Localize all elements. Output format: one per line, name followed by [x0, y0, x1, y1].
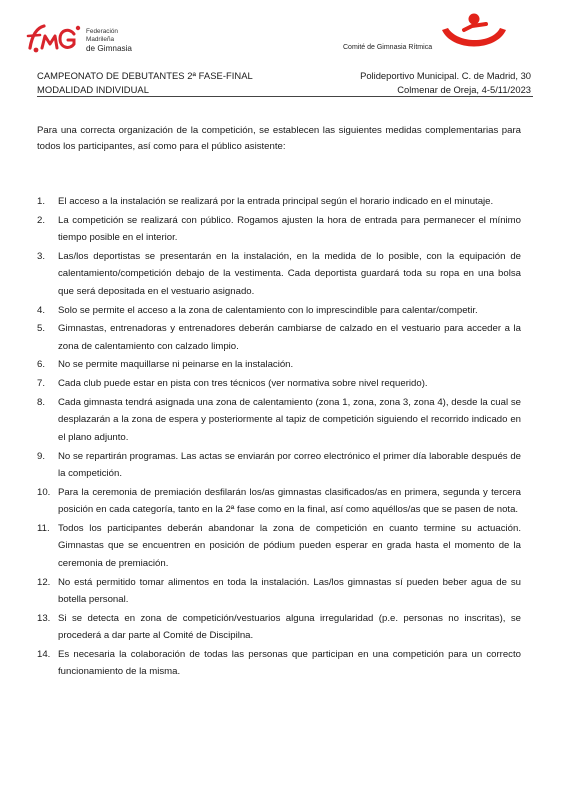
intro-paragraph: Para una correcta organización de la competición, se establecen las siguientes medidas complementarias para todos los participantes, así como para el público asistente: [37, 125, 521, 152]
federation-name-line1: Federación Madrileña [86, 28, 118, 43]
rule-number: 7. [37, 378, 46, 390]
federation-logo [26, 22, 146, 58]
rule-text: No se repartirán programas. Las actas se enviarán por correo electrónico el primer día laborable después de la competición. [58, 450, 521, 479]
rule-number: 14. [37, 648, 51, 660]
rule-text: Cada club puede estar en pista con tres técnicos (ver normativa sobre nivel requerido). [58, 378, 428, 390]
rule-text: Las/los deportistas se presentarán en la instalación, en la medida de lo posible, con la equipación de calentamiento/competición debajo de la vestimenta. Cada deportista guardará toda su ropa en una bolsa que será depositada en el vestuario asignado. [58, 250, 521, 297]
rule-text: La competición se realizará con público. Rogamos ajusten la hora de entrada para permanecer el mínimo tiempo posible en el interior. [58, 214, 521, 244]
venue-address: Polideportivo Municipal. C. de Madrid, 30 [360, 70, 531, 81]
rule-item [37, 484, 521, 519]
rule-text: No se permite maquillarse ni peinarse en la instalación. [58, 359, 294, 371]
rule-text: Es necesaria la colaboración de todas las personas que participan en una competición para un correcto funcionamiento de la misma. [58, 648, 521, 678]
committee-label: Comité de Gimnasia Rítmica [343, 44, 433, 51]
rule-item [37, 448, 521, 483]
rule-text: Si se detecta en zona de competición/vestuarios alguna irregularidad (p.e. personas no inscritas), se procederá a dar parte al Comité de Discipilna. [58, 612, 521, 642]
rule-item [37, 520, 521, 573]
rule-number: 10. [37, 486, 51, 498]
rule-text: Para la ceremonia de premiación desfilarán los/as gimnastas clasificados/as en primera, segunda y tercera posición en cada categoría, tanto en la 2ª fase como en la final, así como aquéllos/as que se pasen de nota. [58, 486, 521, 516]
rule-number: 3. [37, 250, 46, 262]
rule-item [37, 193, 521, 211]
federation-name-line2: de Gimnasia [86, 44, 132, 53]
rule-item [37, 302, 521, 320]
rule-item [37, 375, 521, 393]
event-title: CAMPEONATO DE DEBUTANTES 2ª FASE-FINAL [37, 70, 253, 81]
rule-text: Gimnastas, entrenadoras y entrenadores deberán cambiarse de calzado en el vestuario para acceder a la zona de calentamiento con calzado limpio. [58, 323, 521, 352]
fmg-logo-icon [26, 22, 82, 54]
event-modality: MODALIDAD INDIVIDUAL [37, 84, 149, 95]
event-info [37, 69, 253, 97]
rule-number: 5. [37, 323, 46, 335]
rule-number: 11. [37, 522, 50, 534]
rule-text: Solo se permite el acceso a la zona de calentamiento con lo imprescindible para calentar/competir. [58, 304, 478, 316]
rule-number: 6. [37, 359, 46, 371]
header-divider [37, 96, 533, 97]
gymnast-ribbon-logo-icon [438, 12, 510, 54]
rule-number: 13. [37, 612, 51, 624]
rule-text: No está permitido tomar alimentos en toda la instalación. Las/los gimnastas sí pueden beber agua de su botella personal. [58, 576, 521, 606]
rule-item [37, 610, 521, 645]
rule-item [37, 320, 521, 355]
rule-text: El acceso a la instalación se realizará por la entrada principal según el horario indicado en el minutaje. [58, 196, 494, 207]
rule-number: 2. [37, 214, 46, 226]
rule-item [37, 356, 521, 374]
rule-number: 1. [37, 196, 46, 207]
rule-number: 9. [37, 450, 46, 462]
venue-info [360, 69, 531, 97]
rule-text: Cada gimnasta tendrá asignada una zona de calentamiento (zona 1, zona, zona 3, zona 4), desde la cual se desplazarán a la zona de espera y posteriormente al tapiz de competición siguiendo el recorrido indicado en el plano adjunto. [58, 396, 521, 443]
rule-text: Todos los participantes deberán abandonar la zona de competición en cuanto termine su actuación. Gimnastas que se encuentren en posición de pódium pueden esperar en grada hasta el momento de la ceremonia de premiación. [58, 522, 521, 569]
rule-item [37, 248, 521, 301]
rule-number: 12. [37, 576, 51, 588]
venue-date: Colmenar de Oreja, 4-5/11/2023 [397, 84, 531, 95]
rule-item [37, 212, 521, 247]
rules-list [37, 193, 521, 682]
rule-number: 4. [37, 304, 46, 316]
rule-item [37, 574, 521, 609]
rule-item [37, 646, 521, 681]
rule-number: 8. [37, 396, 46, 408]
rule-item [37, 394, 521, 447]
federation-name [86, 28, 146, 54]
